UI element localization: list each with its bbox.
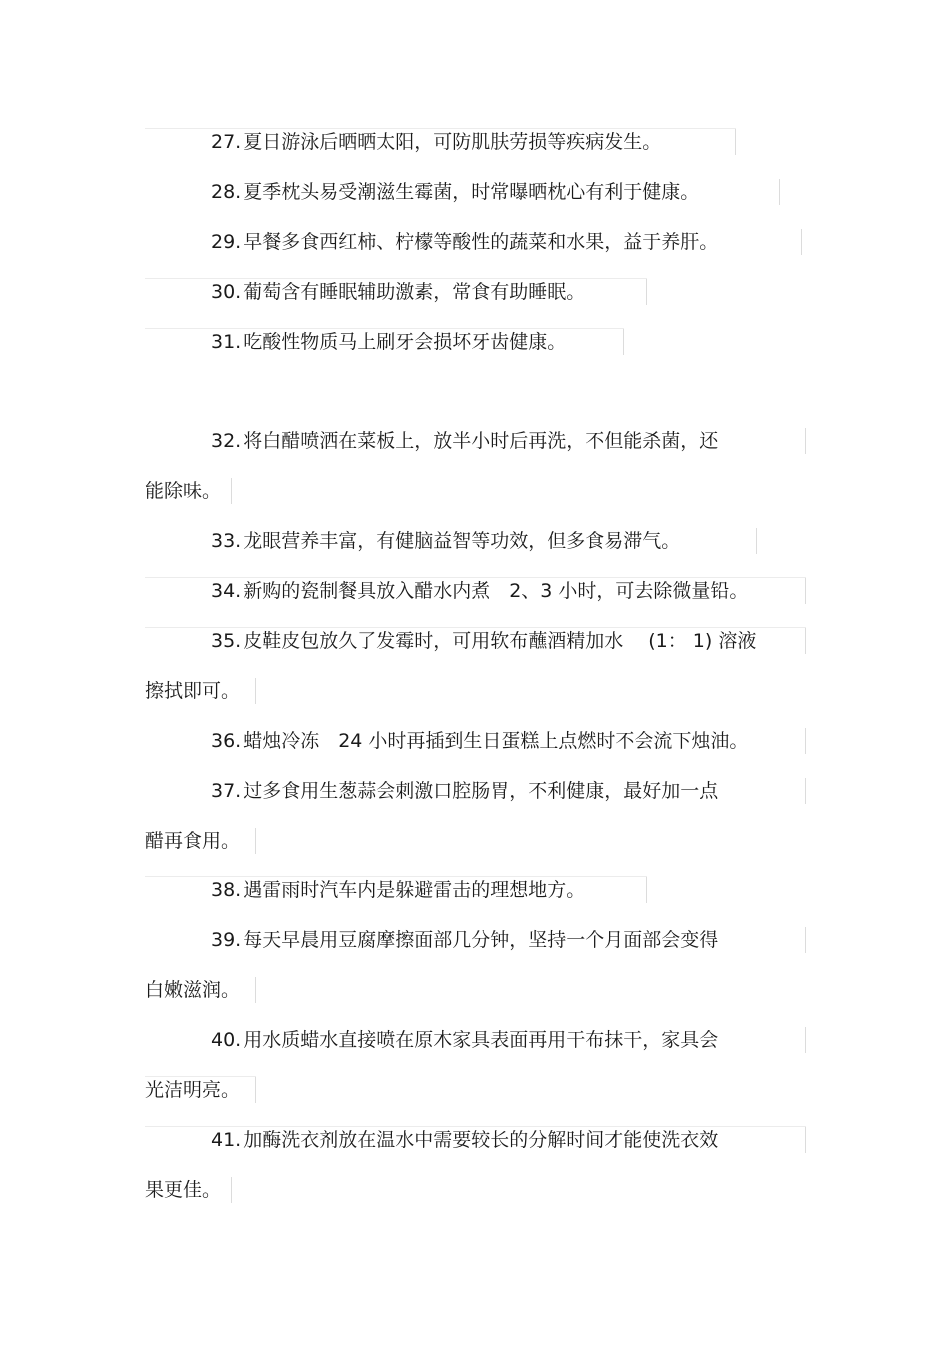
list-item-37 — [145, 778, 806, 804]
item-number: 31. — [211, 331, 242, 353]
item-number: 28. — [211, 181, 242, 203]
list-item-39-continuation — [145, 977, 256, 1003]
item-number: 38. — [211, 879, 242, 901]
list-item-32 — [145, 428, 806, 454]
item-text: 皮鞋皮包放久了发霉时，可用软布蘸酒精加水 (1： 1) 溶液 — [243, 630, 757, 652]
list-item-32-continuation — [145, 478, 232, 504]
item-number: 34. — [211, 580, 242, 602]
item-text: 早餐多食西红柿、柠檬等酸性的蔬菜和水果，益于养肝。 — [243, 231, 719, 253]
list-item-33 — [145, 528, 757, 554]
item-text: 蜡烛冷冻 24 小时再插到生日蛋糕上点燃时不会流下烛油。 — [243, 730, 749, 752]
item-text: 夏季枕头易受潮滋生霉菌，时常曝晒枕心有利于健康。 — [243, 181, 700, 203]
item-number: 40. — [211, 1029, 242, 1051]
item-text: 白嫩滋润。 — [145, 979, 241, 1001]
list-item-28 — [145, 179, 780, 205]
item-text: 吃酸性物质马上刷牙会损坏牙齿健康。 — [243, 331, 567, 353]
list-item-40 — [145, 1027, 806, 1053]
item-text: 新购的瓷制餐具放入醋水内煮 2、3 小时，可去除微量铅。 — [243, 580, 749, 602]
item-text: 遇雷雨时汽车内是躲避雷击的理想地方。 — [243, 879, 586, 901]
item-text: 过多食用生葱蒜会刺激口腔肠胃，不利健康，最好加一点 — [243, 780, 719, 802]
item-number: 36. — [211, 730, 242, 752]
item-text: 光洁明亮。 — [145, 1079, 241, 1101]
item-text: 夏日游泳后晒晒太阳，可防肌肤劳损等疾病发生。 — [243, 131, 662, 153]
item-number: 33. — [211, 530, 242, 552]
list-item-40-continuation — [145, 1077, 256, 1103]
list-item-27 — [145, 129, 736, 155]
item-number: 37. — [211, 780, 242, 802]
item-number: 39. — [211, 929, 242, 951]
item-number: 29. — [211, 231, 242, 253]
list-item-36 — [145, 728, 806, 754]
list-item-29 — [145, 229, 802, 255]
item-text: 果更佳。 — [145, 1179, 222, 1201]
list-item-30 — [145, 279, 647, 305]
item-number: 30. — [211, 281, 242, 303]
list-item-41 — [145, 1127, 806, 1153]
list-item-41-continuation — [145, 1177, 232, 1203]
list-item-31 — [145, 329, 624, 355]
item-text: 每天早晨用豆腐摩擦面部几分钟，坚持一个月面部会变得 — [243, 929, 719, 951]
item-number: 32. — [211, 430, 242, 452]
item-text: 用水质蜡水直接喷在原木家具表面再用干布抹干，家具会 — [243, 1029, 719, 1051]
item-text: 能除味。 — [145, 480, 222, 502]
item-text: 将白醋喷洒在菜板上，放半小时后再洗，不但能杀菌，还 — [243, 430, 719, 452]
item-number: 41. — [211, 1129, 242, 1151]
list-item-39 — [145, 927, 806, 953]
list-item-35-continuation — [145, 678, 256, 704]
item-text: 擦拭即可。 — [145, 680, 241, 702]
item-text: 醋再食用。 — [145, 830, 241, 852]
item-text: 葡萄含有睡眠辅助激素，常食有助睡眠。 — [243, 281, 586, 303]
item-number: 35. — [211, 630, 242, 652]
item-number: 27. — [211, 131, 242, 153]
item-text: 龙眼营养丰富，有健脑益智等功效，但多食易滞气。 — [243, 530, 681, 552]
list-item-38 — [145, 877, 647, 903]
list-item-37-continuation — [145, 828, 256, 854]
list-item-35 — [145, 628, 806, 654]
list-item-34 — [145, 578, 806, 604]
item-text: 加酶洗衣剂放在温水中需要较长的分解时间才能使洗衣效 — [243, 1129, 719, 1151]
